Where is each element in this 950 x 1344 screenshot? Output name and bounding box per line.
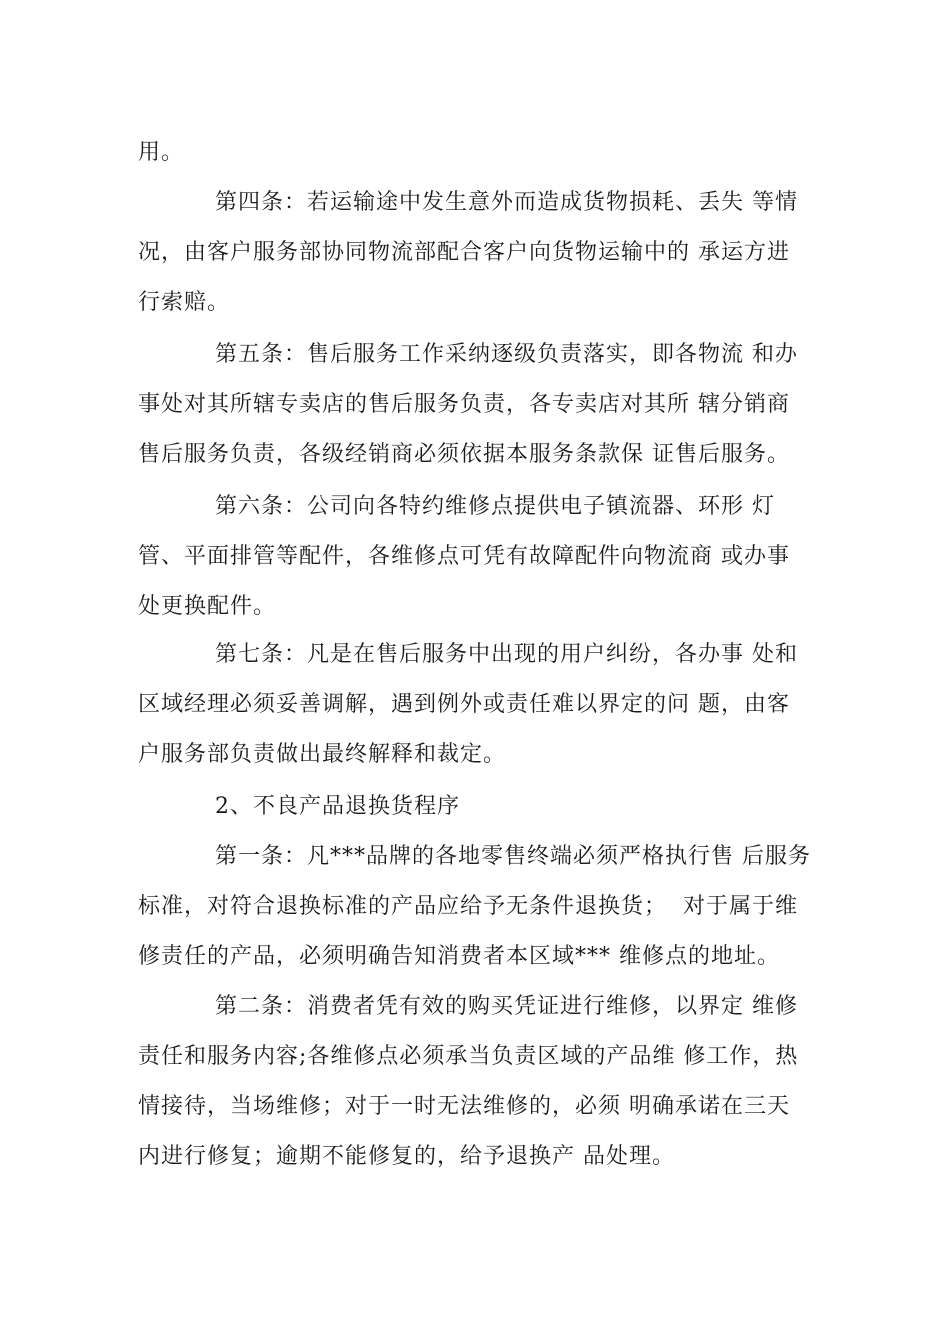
text-line: 处更换配件。 [138,594,277,619]
text-line: 第六条：公司向各特约维修点提供电子镇流器、环形 灯 [215,494,775,519]
text-line: 行索赔。 [138,290,231,315]
text-line: 户服务部负责做出最终解释和裁定。 [138,742,507,767]
section-heading: 2、不良产品退换货程序 [215,794,460,819]
text-line: 第五条：售后服务工作采纳逐级负责落实，即各物流 和办 [215,342,798,367]
text-line: 标准，对符合退换标准的产品应给予无条件退换货； 对于属于维 [138,894,798,919]
text-line: 事处对其所辖专卖店的售后服务负责，各专卖店对其所 辖分销商 [138,392,790,417]
text-line: 第二条：消费者凭有效的购买凭证进行维修，以界定 维修 [215,994,798,1019]
text-line: 管、平面排管等配件，各维修点可凭有故障配件向物流商 或办事 [138,544,790,569]
text-line: 第一条：凡***品牌的各地零售终端必须严格执行售 后服务 [215,844,811,869]
text-line: 售后服务负责，各级经销商必须依据本服务条款保 证售后服务。 [138,442,790,467]
text-line: 修责任的产品，必须明确告知消费者本区域*** 维修点的地址。 [138,944,780,969]
text-line: 内进行修复；逾期不能修复的，给予退换产 品处理。 [138,1144,675,1169]
text-line: 责任和服务内容;各维修点必须承当负责区域的产品维 修工作，热 [138,1044,799,1069]
text-line: 况，由客户服务部协同物流部配合客户向货物运输中的 承运方进 [138,240,790,265]
text-line: 情接待，当场维修；对于一时无法维修的，必须 明确承诺在三天 [138,1094,790,1119]
text-line: 第七条：凡是在售后服务中出现的用户纠纷，各办事 处和 [215,642,798,667]
text-line: 用。 [138,140,185,165]
text-line: 区域经理必须妥善调解，遇到例外或责任难以界定的问 题，由客 [138,692,790,717]
text-line: 第四条：若运输途中发生意外而造成货物损耗、丢失 等情 [215,190,798,215]
